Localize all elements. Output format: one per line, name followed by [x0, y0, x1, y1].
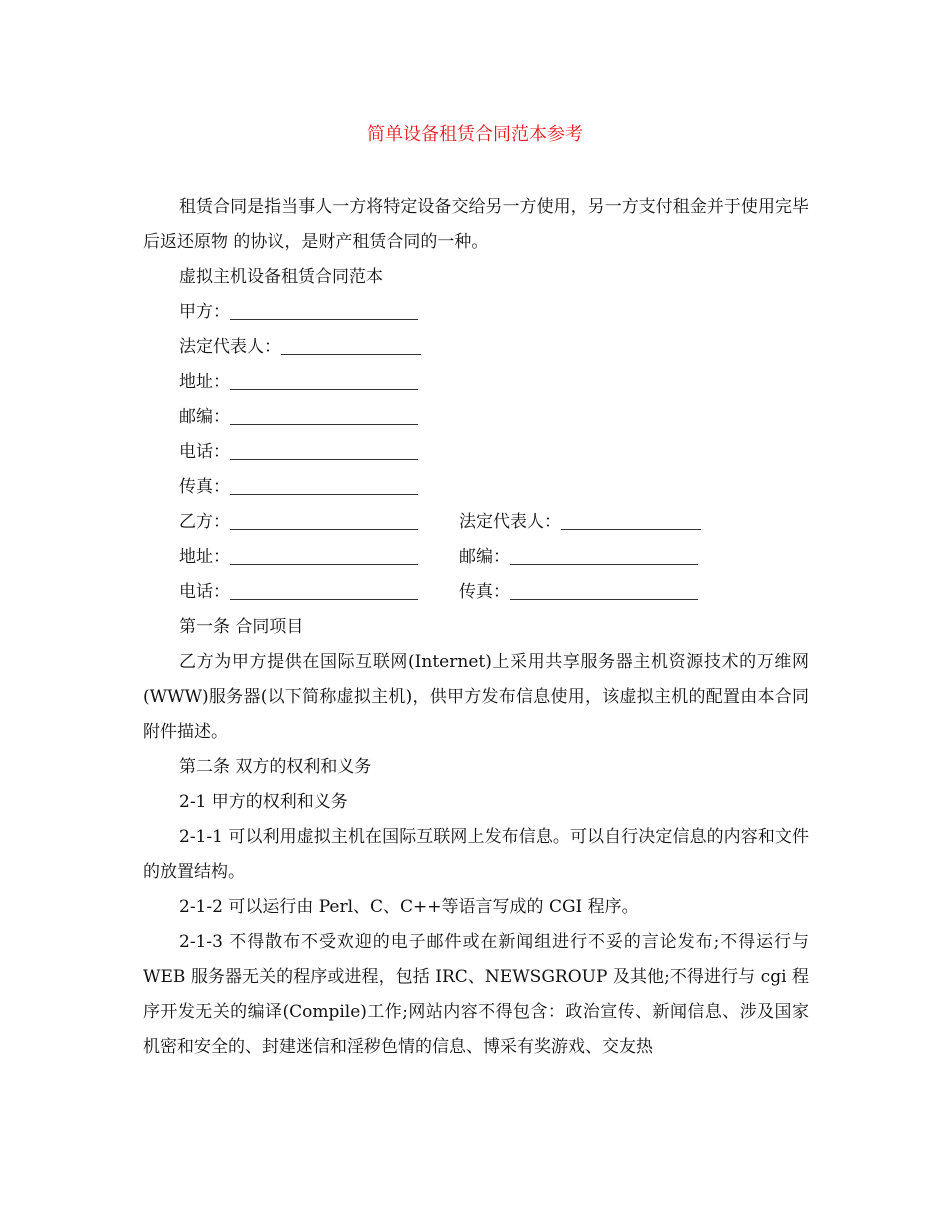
- article-1-heading: 第一条 合同项目: [179, 617, 304, 637]
- party-b-phone-blank: [230, 579, 418, 600]
- party-b-rep-cell: [459, 505, 701, 540]
- party-a-address-blank: [230, 369, 418, 390]
- party-b-fax-cell: [459, 575, 698, 610]
- party-b-name-blank: [230, 509, 418, 530]
- party-a-postcode-blank: [230, 404, 418, 425]
- clause-2-1-2: 2-1-2 可以运行由 Perl、C、C++等语言写成的 CGI 程序。: [179, 897, 639, 917]
- party-a-phone-row: [143, 435, 809, 470]
- party-a-address-row: [143, 365, 809, 400]
- contract-subtitle: 虚拟主机设备租赁合同范本: [179, 267, 383, 287]
- party-b-fax-blank: [510, 579, 698, 600]
- clause-2-1-1: 2-1-1 可以利用虚拟主机在国际互联网上发布信息。可以自行决定信息的内容和文件的放置结构。: [143, 827, 809, 882]
- party-b-rep-label: 法定代表人：: [459, 512, 561, 532]
- party-b-name-cell: [179, 505, 459, 540]
- party-a-rep-label: 法定代表人：: [179, 337, 281, 357]
- party-b-name-label: 乙方：: [179, 512, 230, 532]
- party-a-fax-blank: [230, 474, 418, 495]
- party-b-fax-label: 传真：: [459, 582, 510, 602]
- intro-paragraph: 租赁合同是指当事人一方将特定设备交给另一方使用，另一方支付租金并于使用完毕后返还原物 的协议，是财产租赁合同的一种。: [143, 197, 809, 252]
- article-2-heading: 第二条 双方的权利和义务: [179, 757, 372, 777]
- party-a-fax-row: [143, 470, 809, 505]
- party-b-row-1: [143, 505, 809, 540]
- party-a-rep-row: [143, 330, 809, 365]
- party-a-name-blank: [230, 299, 418, 320]
- party-a-postcode-label: 邮编：: [179, 407, 230, 427]
- party-b-address-blank: [230, 544, 418, 565]
- section-2-1-heading: 2-1 甲方的权利和义务: [179, 792, 348, 812]
- party-b-postcode-blank: [510, 544, 698, 565]
- party-b-postcode-cell: [459, 540, 698, 575]
- document-title: 简单设备租赁合同范本参考: [367, 124, 583, 145]
- party-a-phone-label: 电话：: [179, 442, 230, 462]
- party-a-phone-blank: [230, 439, 418, 460]
- party-b-address-label: 地址：: [179, 547, 230, 567]
- party-b-row-2: [143, 540, 809, 575]
- document-body: [143, 190, 809, 1065]
- party-b-postcode-label: 邮编：: [459, 547, 510, 567]
- party-a-name-row: [143, 295, 809, 330]
- article-1-text: 乙方为甲方提供在国际互联网(Internet)上采用共享服务器主机资源技术的万维网(WWW)服务器(以下简称虚拟主机)，供甲方发布信息使用，该虚拟主机的配置由本合同附件描述。: [143, 652, 809, 742]
- party-b-address-cell: [179, 540, 459, 575]
- party-b-row-3: [143, 575, 809, 610]
- clause-2-1-3: 2-1-3 不得散布不受欢迎的电子邮件或在新闻组进行不妥的言论发布;不得运行与 WEB 服务器无关的程序或进程，包括 IRC、NEWSGROUP 及其他;不得进行与 cgi 程序开发无关的编译(Compile)工作;网站内容不得包含：政治宣传、新闻信息、涉及国家机密和安全的、封建迷信和淫秽色情的信息、博采有奖游戏、交友热: [143, 932, 809, 1057]
- party-a-postcode-row: [143, 400, 809, 435]
- party-a-address-label: 地址：: [179, 372, 230, 392]
- party-b-phone-cell: [179, 575, 459, 610]
- party-a-name-label: 甲方：: [179, 302, 230, 322]
- party-b-phone-label: 电话：: [179, 582, 230, 602]
- party-a-fax-label: 传真：: [179, 477, 230, 497]
- party-b-rep-blank: [561, 509, 701, 530]
- party-a-rep-blank: [281, 334, 421, 355]
